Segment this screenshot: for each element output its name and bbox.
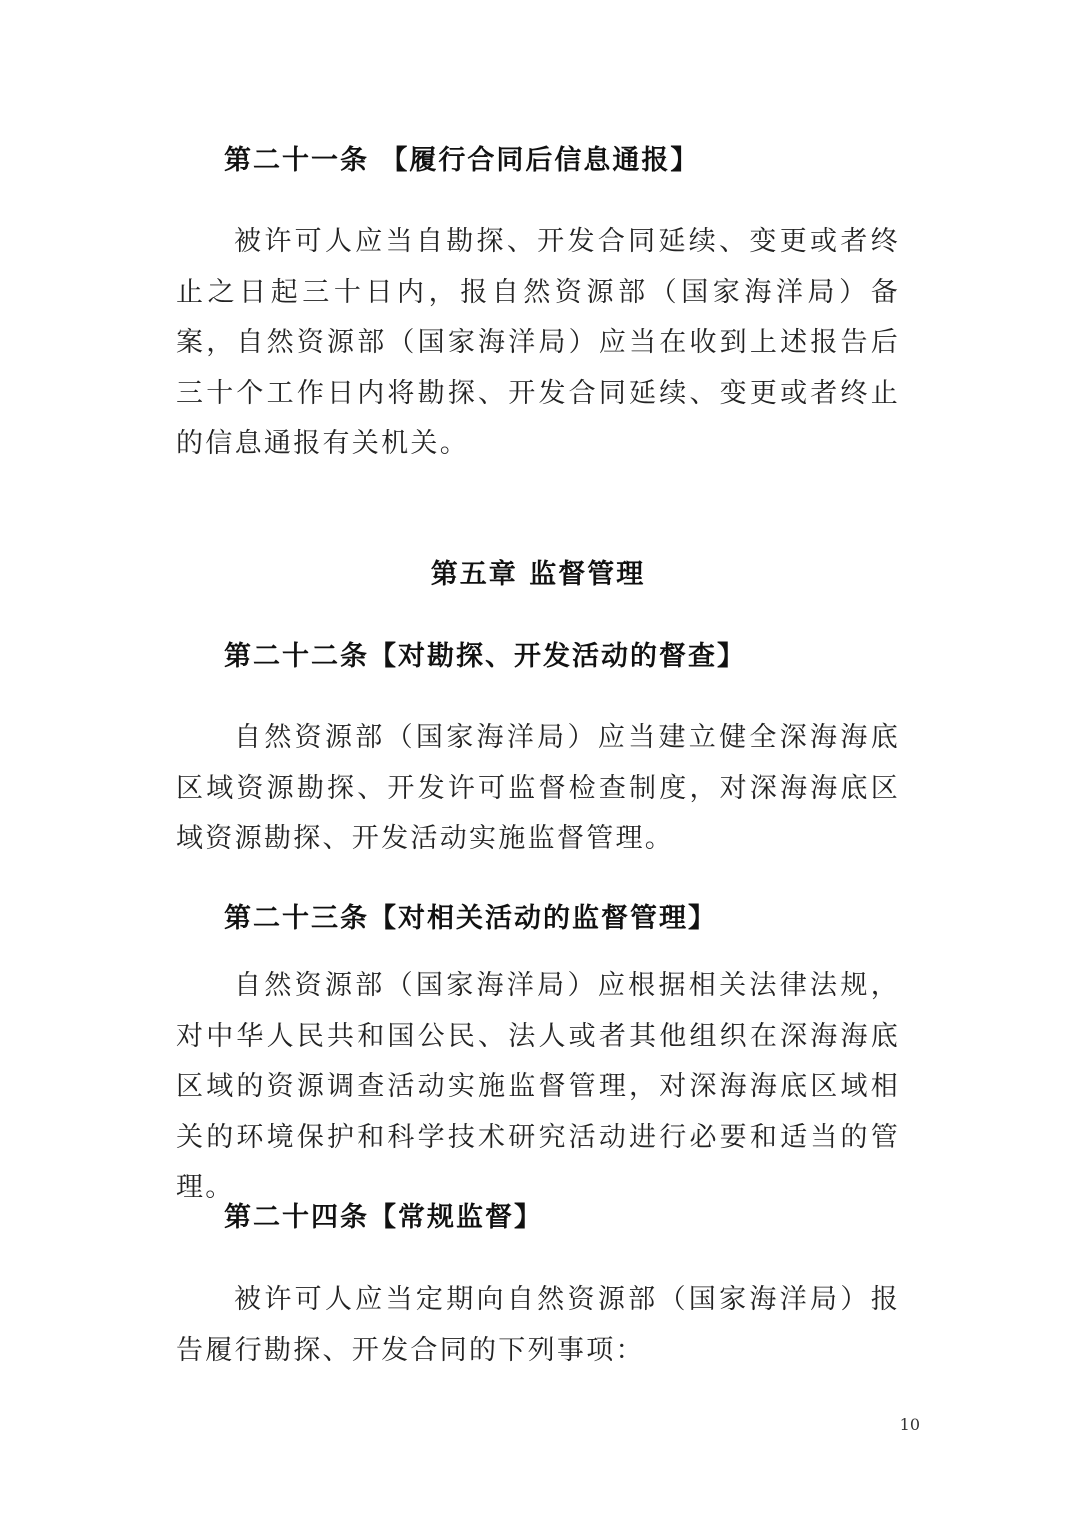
article-21-body: 被许可人应当自勘探、开发合同延续、变更或者终止之日起三十日内，报自然资源部（国家海洋局）备案，自然资源部（国家海洋局）应当在收到上述报告后三十个工作日内将勘探、开发合同延续、变更或者终止的信息通报有关机关。 <box>176 226 900 459</box>
article-24-heading: 第二十四条【常规监督】 <box>224 1202 543 1233</box>
article-24-body: 被许可人应当定期向自然资源部（国家海洋局）报告履行勘探、开发合同的下列事项： <box>176 1284 900 1366</box>
article-23-body: 自然资源部（国家海洋局）应根据相关法律法规，对中华人民共和国公民、法人或者其他组织在深海海底区域的资源调查活动实施监督管理，对深海海底区域相关的环境保护和科学技术研究活动进行必要和适当的管理。 <box>176 970 900 1203</box>
article-22-body: 自然资源部（国家海洋局）应当建立健全深海海底区域资源勘探、开发许可监督检查制度，对深海海底区域资源勘探、开发活动实施监督管理。 <box>176 722 900 854</box>
chapter-5-title: 第五章 监督管理 <box>430 559 646 590</box>
article-21-heading: 第二十一条 【履行合同后信息通报】 <box>224 145 700 176</box>
page-number: 10 <box>899 1415 920 1434</box>
article-22-heading: 第二十二条【对勘探、开发活动的督查】 <box>224 641 746 672</box>
article-23-heading: 第二十三条【对相关活动的监督管理】 <box>224 903 717 934</box>
